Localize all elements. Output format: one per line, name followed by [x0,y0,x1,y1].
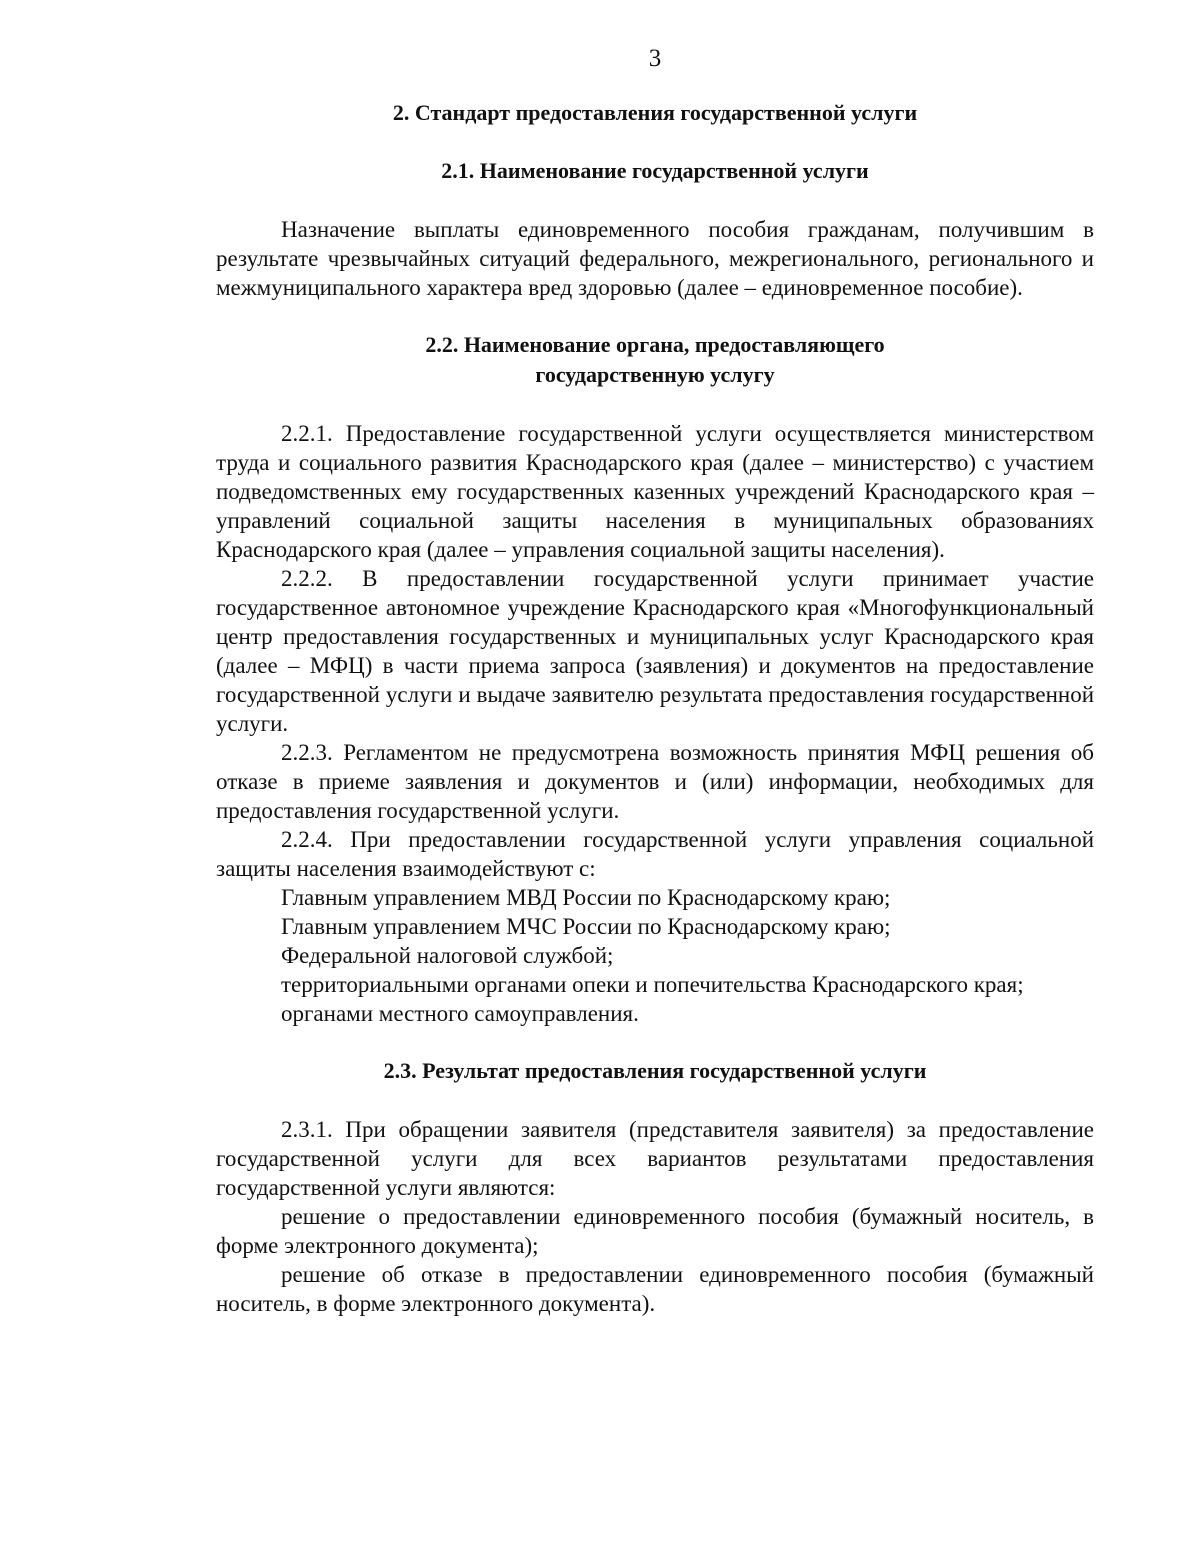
paragraph-2-2-1: 2.2.1. Предоставление государственной услуги осуществляется министерством труда и социального развития Краснодарского края (далее – министерство) с участием подведомственных ему государственных казенных учреждений Краснодарского края – управлений социальной защиты населения в муниципальных образованиях Краснодарского края (далее – управления социальной защиты населения). [216,421,1094,562]
subsection-2-3-title: 2.3. Результат предоставления государственной услуги [383,1058,927,1083]
subsection-2-2-title-line1: 2.2. Наименование органа, предоставляющего [425,332,885,357]
paragraph-2-3-1: 2.3.1. При обращении заявителя (представителя заявителя) за предоставление государственной услуги для всех вариантов результатами предоставления государственной услуги являются: [216,1117,1094,1200]
list-item-mchs: Главным управлением МЧС России по Краснодарскому краю; [281,914,891,939]
list-item-local-government: органами местного самоуправления. [281,1001,639,1026]
spacer [216,186,1094,215]
section-title: 2. Стандарт предоставления государственной услуги [392,100,918,125]
spacer [216,1086,1094,1115]
list-item-mvd: Главным управлением МВД России по Краснодарскому краю; [281,885,891,910]
paragraph-2-2-3: 2.2.3. Регламентом не предусмотрена возможность принятия МФЦ решения об отказе в приеме заявления и документов и (или) информации, необходимых для предоставления государственной услуги. [216,740,1094,823]
document-body [216,98,1094,1318]
paragraph-2-1: Назначение выплаты единовременного пособия гражданам, получившим в результате чрезвычайных ситуаций федерального, межрегионального, регионального и межмуниципального характера вред здоровью (далее – единовременное пособие). [216,217,1094,300]
result-item-refusal: решение об отказе в предоставлении единовременного пособия (бумажный носитель, в форме электронного документа). [216,1262,1094,1316]
page-number: 3 [648,45,662,72]
paragraph-2-2-2: 2.2.2. В предоставлении государственной услуги принимает участие государственное автономное учреждение Краснодарского края «Многофункциональный центр предоставления государственных и муниципальных услуг Краснодарского края (далее – МФЦ) в части приема запроса (заявления) и документов на предоставление государственной услуги и выдаче заявителю результата предоставления государственной услуги. [216,566,1094,736]
spacer [216,390,1094,419]
subsection-2-1-title: 2.1. Наименование государственной услуги [441,158,869,183]
list-item-guardianship: территориальными органами опеки и попечительства Краснодарского края; [281,972,1024,997]
spacer [216,128,1094,156]
spacer [216,302,1094,330]
spacer [216,1028,1094,1056]
subsection-2-2-title [216,330,1094,390]
list-item-fns: Федеральной налоговой службой; [281,943,614,968]
subsection-2-2-title-line2: государственную услугу [535,362,775,387]
paragraph-2-2-4: 2.2.4. При предоставлении государственной услуги управления социальной защиты населения взаимодействуют с: [216,827,1094,881]
result-item-grant: решение о предоставлении единовременного пособия (бумажный носитель, в форме электронного документа); [216,1204,1094,1258]
